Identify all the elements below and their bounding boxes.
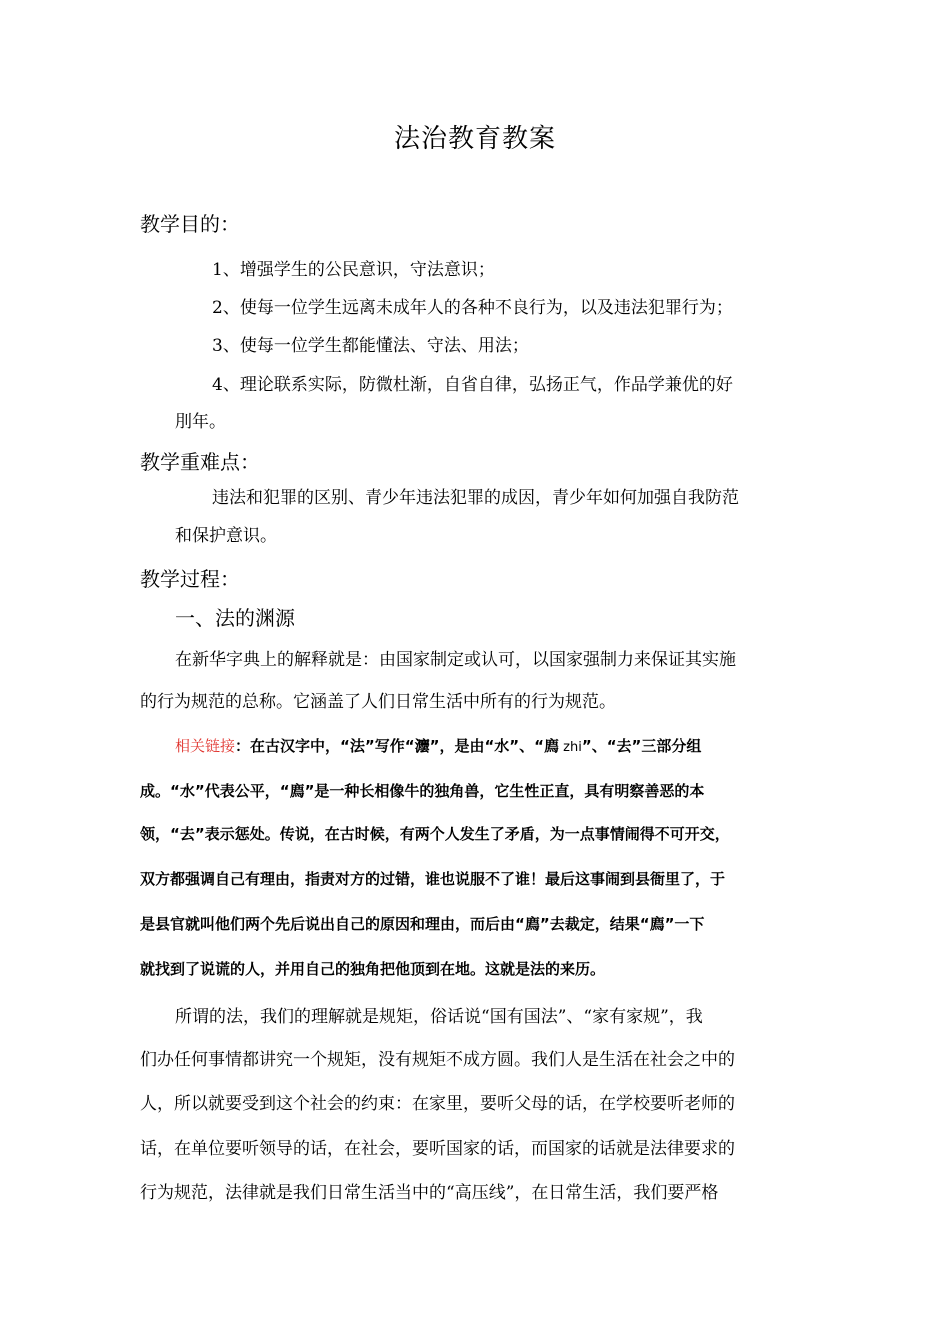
objectives-heading: 教学目的： [140, 212, 240, 236]
objective-item-continuation: 刖年。 [175, 412, 226, 432]
paragraph-line: 在新华字典上的解释就是：由国家制定或认可，以国家强制力来保证其实施 [175, 650, 736, 670]
related-link-text: ”、“去”三部分组 [581, 737, 702, 755]
difficulty-text: 和保护意识。 [175, 526, 277, 546]
related-link-label: 相关链接 [175, 737, 236, 755]
paragraph-line: 们办任何事情都讲究一个规矩，没有规矩不成方圆。我们人是生活在社会之中的 [140, 1050, 735, 1070]
process-heading: 教学过程： [140, 567, 240, 591]
related-link-line: 成。“水”代表公平，“廌”是一种长相像牛的独角兽，它生性正直，具有明察善恶的本 [140, 782, 705, 800]
objective-item: 3、使每一位学生都能懂法、守法、用法； [212, 336, 529, 356]
related-link-line: 双方都强调自己有理由，指责对方的过错，谁也说服不了谁！最后这事闹到县衙里了，于 [140, 870, 726, 888]
paragraph-line: 话，在单位要听领导的话，在社会，要听国家的话，而国家的话就是法律要求的 [140, 1139, 735, 1159]
paragraph-line: 人，所以就要受到这个社会的约束：在家里，要听父母的话，在学校要听老师的 [140, 1094, 735, 1114]
document-title: 法治教育教案 [393, 124, 556, 154]
paragraph-line: 的行为规范的总称。它涵盖了人们日常生活中所有的行为规范。 [140, 692, 616, 712]
objective-item: 4、理论联系实际，防微杜渐，自省自律，弘扬正气，作品学兼优的好 [212, 375, 733, 395]
related-link-pinyin: zhi [559, 740, 582, 755]
related-link-line: 领，“去”表示惩处。传说，在古时候，有两个人发生了矛盾，为一点事情闹得不可开交， [140, 825, 730, 843]
difficulty-heading: 教学重难点： [140, 450, 260, 474]
related-link-line [175, 735, 701, 756]
part1-heading: 一、法的渊源 [175, 606, 295, 630]
objective-item: 2、使每一位学生远离未成年人的各种不良行为，以及违法犯罪行为； [212, 298, 733, 318]
difficulty-text: 违法和犯罪的区别、青少年违法犯罪的成因，青少年如何加强自我防范 [212, 488, 739, 508]
objective-item: 1、增强学生的公民意识，守法意识； [212, 260, 495, 280]
related-link-line: 是县官就叫他们两个先后说出自己的原因和理由，而后由“廌”去裁定，结果“廌”一下 [140, 915, 705, 933]
paragraph-line: 所谓的法，我们的理解就是规矩，俗话说“国有国法”、“家有家规”，我 [175, 1007, 703, 1027]
related-link-text: ：在古汉字中，“法”写作“灋”，是由“水”、“廌 [235, 737, 560, 755]
related-link-line: 就找到了说谎的人，并用自己的独角把他顶到在地。这就是法的来历。 [140, 960, 606, 978]
paragraph-line: 行为规范，法律就是我们日常生活当中的“高压线”，在日常生活，我们要严格 [140, 1183, 719, 1203]
